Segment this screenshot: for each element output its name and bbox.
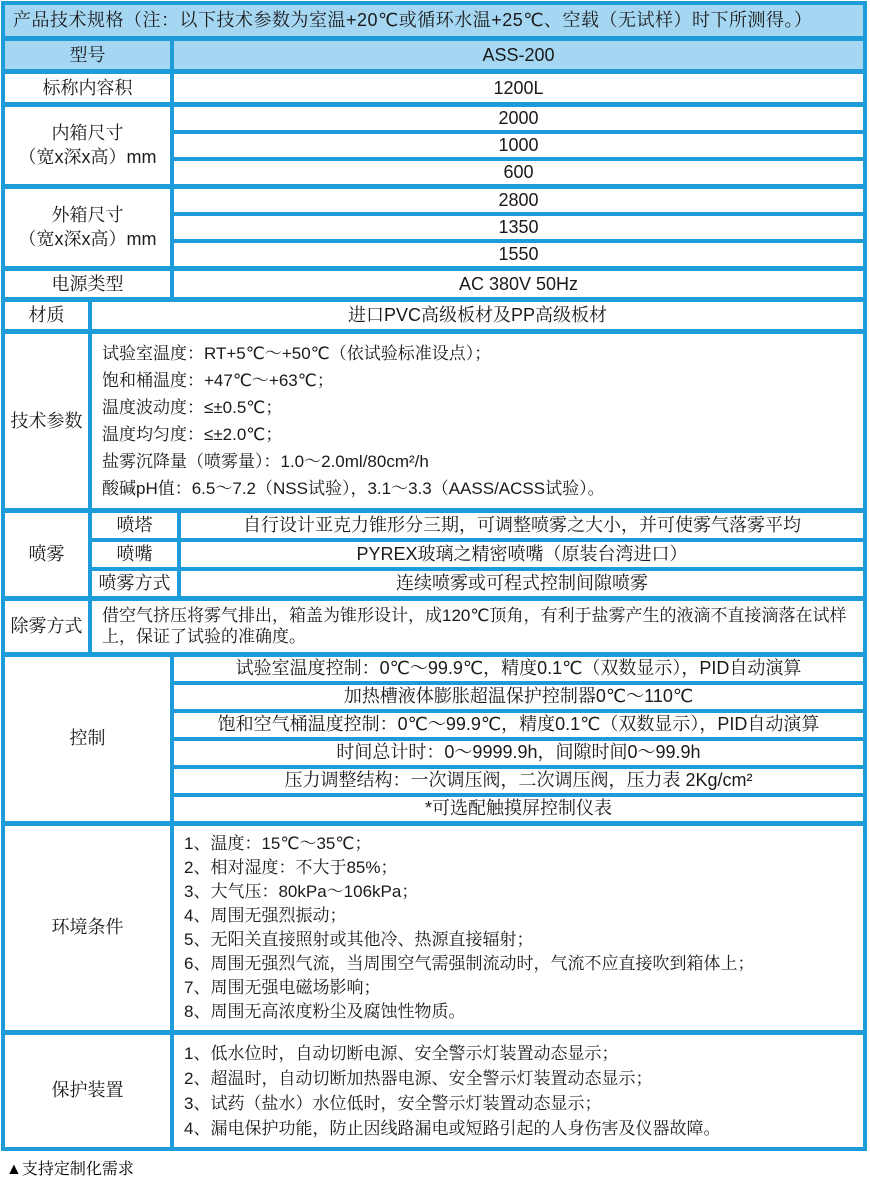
environment-line: 4、周围无强烈振动； (184, 905, 347, 925)
control-item: 加热槽液体膨胀超温保护控制器0℃～110℃ (174, 685, 863, 709)
row-environment (5, 826, 863, 1030)
tech-param-line: 温度均匀度：≤±2.0℃； (102, 425, 283, 444)
tech-param-line: 盐雾沉降量（喷雾量）：1.0～2.0ml/80cm²/h (102, 452, 429, 471)
row-control (5, 657, 863, 821)
material-label: 材质 (5, 302, 88, 329)
spray-item-mode (92, 571, 863, 596)
inner-dimensions-values (174, 107, 863, 184)
row-volume (5, 74, 863, 102)
protection-line: 3、试药（盐水）水位低时，安全警示灯装置动态显示； (184, 1093, 602, 1113)
table-title: 产品技术规格（注：以下技术参数为室温+20℃或循环水温+25℃、空载（无试样）时下所测得。） (5, 5, 863, 36)
model-value: ASS-200 (174, 41, 863, 69)
spray-mode-value: 连续喷雾或可程式控制间隙喷雾 (181, 571, 863, 596)
protection-line: 1、低水位时，自动切断电源、安全警示灯装置动态显示； (184, 1043, 619, 1063)
tech-params-content (92, 334, 863, 508)
spray-mode-label: 喷雾方式 (92, 571, 177, 596)
row-spray (5, 513, 863, 596)
tech-param-line: 酸碱pH值：6.5～7.2（NSS试验），3.1～3.3（AASS/ACSS试验）。 (102, 479, 605, 498)
tech-param-line: 温度波动度：≤±0.5℃； (102, 398, 283, 417)
spray-nozzle-value: PYREX玻璃之精密喷嘴（原装台湾进口） (181, 542, 863, 567)
outer-dimensions-label (5, 189, 170, 266)
product-spec-table (1, 1, 867, 1151)
row-outer-dimensions (5, 189, 863, 266)
spray-item-tower (92, 513, 863, 538)
row-power-type (5, 271, 863, 297)
volume-value: 1200L (174, 74, 863, 102)
control-label: 控制 (5, 657, 170, 821)
environment-line: 5、无阳关直接照射或其他冷、热源直接辐射； (184, 929, 534, 949)
control-item: *可选配触摸屏控制仪表 (174, 797, 863, 821)
spray-nozzle-label: 喷嘴 (92, 542, 177, 567)
control-item: 时间总计时：0～9999.9h，间隙时间0～99.9h (174, 741, 863, 765)
spray-item-nozzle (92, 542, 863, 567)
outer-dimensions-label-line2: （宽x深x高）mm (18, 228, 157, 249)
protection-content (174, 1035, 863, 1147)
inner-dimensions-label-line1: 内箱尺寸 (51, 123, 124, 144)
spray-label: 喷雾 (5, 513, 88, 596)
row-tech-params (5, 334, 863, 508)
environment-line: 6、周围无强烈气流，当周围空气需强制流动时，气流不应直接吹到箱体上； (184, 953, 755, 973)
defog-label: 除雾方式 (5, 601, 88, 652)
material-value: 进口PVC高级板材及PP高级板材 (92, 302, 863, 329)
tech-params-label: 技术参数 (5, 334, 88, 508)
volume-label: 标称内容积 (5, 74, 170, 102)
outer-dimension-depth: 1350 (174, 216, 863, 239)
inner-dimension-depth: 1000 (174, 134, 863, 157)
outer-dimension-height: 1550 (174, 243, 863, 266)
spray-tower-label: 喷塔 (92, 513, 177, 538)
environment-line: 8、周围无高浓度粉尘及腐蚀性物质。 (184, 1001, 466, 1021)
inner-dimensions-label (5, 107, 170, 184)
tech-param-line: 试验室温度：RT+5℃～+50℃（依试验标准设点）； (102, 344, 492, 363)
tech-param-line: 饱和桶温度：+47℃～+63℃； (102, 371, 334, 390)
environment-line: 1、温度：15℃～35℃； (184, 833, 372, 853)
inner-dimension-height: 600 (174, 161, 863, 184)
control-item: 饱和空气桶温度控制：0℃～99.9℃，精度0.1℃（双数显示），PID自动演算 (174, 713, 863, 737)
outer-dimensions-label-line1: 外箱尺寸 (51, 205, 124, 226)
row-material (5, 302, 863, 329)
row-model (5, 41, 863, 69)
model-label: 型号 (5, 41, 170, 69)
outer-dimension-width: 2800 (174, 189, 863, 212)
environment-line: 3、大气压：80kPa～106kPa； (184, 881, 419, 901)
customization-note: ▲支持定制化需求 (6, 1160, 134, 1178)
row-defog (5, 601, 863, 652)
spray-tower-value: 自行设计亚克力锥形分三期，可调整喷雾之大小，并可使雾气落雾平均 (181, 513, 863, 538)
protection-line: 2、超温时，自动切断加热器电源、安全警示灯装置动态显示； (184, 1068, 653, 1088)
environment-content (174, 826, 863, 1030)
power-type-label: 电源类型 (5, 271, 170, 297)
environment-line: 2、相对湿度：不大于85%； (184, 857, 398, 877)
protection-line: 4、漏电保护功能，防止因线路漏电或短路引起的人身伤害及仪器故障。 (184, 1118, 721, 1138)
control-item: 压力调整结构：一次调压阀，二次调压阀，压力表 2Kg/cm² (174, 769, 863, 793)
outer-dimensions-values (174, 189, 863, 266)
defog-value: 借空气挤压将雾气排出，箱盖为锥形设计，成120℃顶角，有利于盐雾产生的液滴不直接滴落在试样上，保证了试验的准确度。 (92, 601, 863, 652)
protection-label: 保护装置 (5, 1035, 170, 1147)
control-items (174, 657, 863, 821)
power-type-value: AC 380V 50Hz (174, 271, 863, 297)
row-inner-dimensions (5, 107, 863, 184)
control-item: 试验室温度控制：0℃～99.9℃，精度0.1℃（双数显示），PID自动演算 (174, 657, 863, 681)
spray-items (92, 513, 863, 596)
environment-label: 环境条件 (5, 826, 170, 1030)
row-protection (5, 1035, 863, 1147)
table-title-row (5, 5, 863, 36)
inner-dimensions-label-line2: （宽x深x高）mm (18, 146, 157, 167)
environment-line: 7、周围无强电磁场影响； (184, 977, 381, 997)
inner-dimension-width: 2000 (174, 107, 863, 130)
